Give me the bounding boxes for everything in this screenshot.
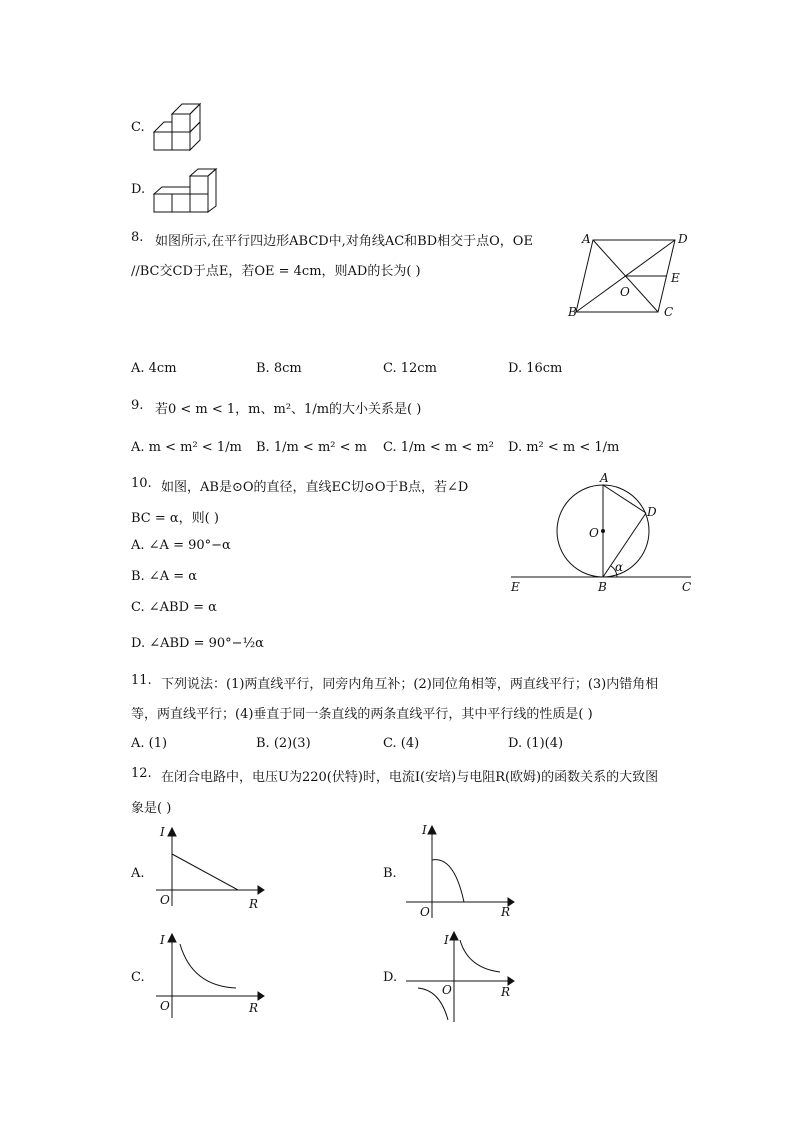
- q8-number: 8.: [131, 230, 144, 245]
- q11-option-d: D. (1)(4): [508, 736, 564, 751]
- q9-option-c: C. 1/m < m < m²: [383, 440, 494, 455]
- q12-text-line1: 在闭合电路中，电压U为220(伏特)时，电流I(安培)与电阻R(欧姆)的函数关系的大致图: [161, 770, 659, 785]
- q7-option-c-cubes-figure: [150, 100, 210, 156]
- q8-option-c: C. 12cm: [383, 361, 437, 376]
- q12-c-label-i: I: [160, 933, 165, 947]
- q10-option-b: B. ∠A = α: [131, 569, 198, 584]
- q8-option-b: B. 8cm: [256, 361, 302, 376]
- q8-option-d: D. 16cm: [508, 361, 563, 376]
- q12-c-label-r: R: [249, 1001, 259, 1015]
- q10-label-b: B: [598, 580, 607, 594]
- q9-option-d: D. m² < m < 1/m: [508, 440, 620, 455]
- q12-option-a-label: A.: [131, 866, 145, 881]
- q12-option-d-graph: [402, 928, 520, 1024]
- q10-label-o: O: [589, 526, 599, 540]
- q12-b-label-o: O: [420, 905, 430, 919]
- q10-option-d: D. ∠ABD = 90°−½α: [131, 636, 264, 651]
- q12-a-label-r: R: [249, 897, 259, 911]
- q11-text-line1: 下列说法：(1)两直线平行，同旁内角互补；(2)同位角相等，两直线平行；(3)内错角相: [161, 677, 659, 692]
- q11-text-line2: 等，两直线平行；(4)垂直于同一条直线的两条直线平行，其中平行线的性质是( ): [131, 707, 593, 722]
- q10-text-line2: BC = α，则( ): [131, 511, 219, 526]
- q12-d-label-i: I: [444, 933, 449, 947]
- q11-option-a: A. (1): [131, 736, 168, 751]
- q7-option-d-cubes-figure: [150, 166, 222, 216]
- q9-option-b: B. 1/m < m² < m: [256, 440, 367, 455]
- q12-text-line2: 象是( ): [131, 801, 172, 816]
- q8-text-line1: 如图所示,在平行四边形ABCD中,对角线AC和BD相交于点O，OE: [155, 234, 533, 249]
- q8-label-b: B: [568, 305, 577, 319]
- q8-text-line2: //BC交CD于点E，若OE = 4cm，则AD的长为( ): [131, 264, 421, 279]
- q12-option-d-label: D.: [383, 970, 398, 985]
- q12-option-a-graph: [150, 826, 268, 912]
- q12-a-label-o: O: [160, 893, 170, 907]
- q10-label-c: C: [682, 580, 692, 594]
- q10-label-alpha: α: [615, 560, 624, 574]
- q10-text-line1: 如图，AB是⊙O的直径，直线EC切⊙O于B点，若∠D: [161, 480, 469, 495]
- q8-label-a: A: [582, 232, 591, 246]
- q12-option-c-label: C.: [131, 970, 145, 985]
- q12-b-label-i: I: [422, 823, 427, 837]
- q12-a-label-i: I: [160, 826, 165, 839]
- q8-label-o: O: [620, 285, 630, 299]
- q8-parallelogram-figure: [560, 228, 700, 326]
- q10-label-d: D: [647, 505, 657, 519]
- q8-label-c: C: [664, 305, 674, 319]
- q12-d-label-r: R: [501, 985, 511, 999]
- q12-option-b-label: B.: [383, 866, 397, 881]
- q12-option-c-graph: [150, 930, 268, 1020]
- q8-option-a: A. 4cm: [131, 361, 177, 376]
- q11-option-b: B. (2)(3): [256, 736, 311, 751]
- q10-number: 10.: [131, 476, 152, 491]
- q10-label-e: E: [511, 580, 520, 594]
- q11-option-c: C. (4): [383, 736, 420, 751]
- q8-label-e: E: [671, 271, 680, 285]
- q8-label-d: D: [678, 232, 688, 246]
- q9-number: 9.: [131, 398, 144, 413]
- q10-option-c: C. ∠ABD = α: [131, 600, 217, 615]
- q7-option-d-label: D.: [131, 182, 146, 197]
- q7-option-c-label: C.: [131, 120, 145, 135]
- q11-number: 11.: [131, 673, 152, 688]
- q9-option-a: A. m < m² < 1/m: [131, 440, 242, 455]
- q9-text-line1: 若0 < m < 1，m、m²、1/m的大小关系是( ): [155, 402, 422, 417]
- q10-label-a: A: [600, 471, 609, 485]
- q12-number: 12.: [131, 766, 152, 781]
- q12-b-label-r: R: [501, 905, 511, 919]
- q12-c-label-o: O: [160, 999, 170, 1013]
- q12-d-label-o: O: [442, 983, 452, 997]
- q10-option-a: A. ∠A = 90°−α: [131, 538, 231, 553]
- q12-option-b-graph: [402, 822, 520, 920]
- q10-circle-tangent-figure: [505, 470, 700, 596]
